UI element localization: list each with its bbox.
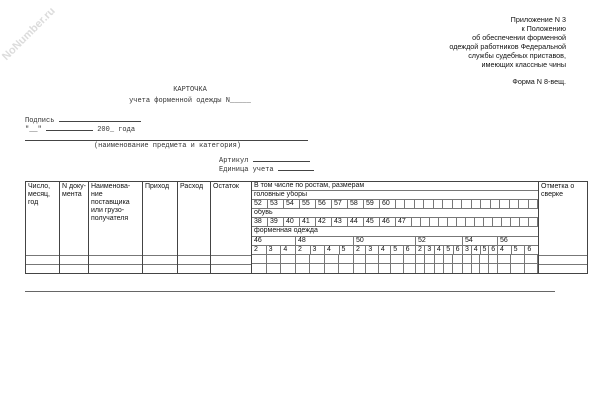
- empty-cell[interactable]: [412, 218, 421, 226]
- col-balance: Остаток: [213, 183, 239, 190]
- height-cell: 2: [296, 246, 311, 254]
- entry-cell[interactable]: [453, 264, 462, 273]
- uniform-size-group: [498, 237, 538, 254]
- col-date: Число, месяц, год: [28, 183, 51, 206]
- signature-field[interactable]: [59, 121, 141, 122]
- cell[interactable]: [539, 264, 587, 273]
- uniform-sizes: [252, 237, 538, 255]
- entry-cell[interactable]: [366, 255, 378, 263]
- height-cell: 5: [341, 245, 346, 253]
- cell[interactable]: [539, 255, 587, 264]
- empty-cell[interactable]: [493, 218, 502, 226]
- cell[interactable]: [211, 264, 251, 273]
- entry-cell[interactable]: [525, 255, 538, 263]
- appendix-line: одеждой работников Федеральной: [449, 42, 566, 51]
- col-supplier: Наименова-ние поставщика или грузо-получателя: [91, 183, 131, 222]
- height-cell: 4: [379, 246, 391, 254]
- appendix-line: Приложение N 3: [510, 15, 566, 24]
- entry-cell[interactable]: [472, 264, 481, 273]
- uniform-size-group: [296, 237, 354, 254]
- entry-cell[interactable]: [511, 264, 524, 273]
- size-cell: 38: [252, 218, 268, 226]
- entry-cell[interactable]: [480, 264, 489, 273]
- height-cell: 3: [267, 246, 282, 254]
- size-cell: 43: [332, 218, 348, 226]
- appendix-line: об обеспечении форменной: [472, 33, 566, 42]
- entry-cell[interactable]: [489, 264, 498, 273]
- size-cell: 41: [300, 218, 316, 226]
- entry-cell[interactable]: [498, 255, 511, 263]
- entry-cell[interactable]: [366, 264, 378, 273]
- entry-cell[interactable]: [416, 255, 425, 263]
- height-cell: 6: [491, 245, 496, 253]
- appendix-note: [366, 15, 566, 86]
- entry-cell[interactable]: [267, 264, 282, 273]
- height-cell: 2: [354, 246, 366, 254]
- entry-cell[interactable]: [252, 255, 267, 263]
- cell[interactable]: [178, 264, 210, 273]
- cell[interactable]: [26, 255, 59, 264]
- size-cell: 45: [364, 218, 380, 226]
- empty-cell[interactable]: [405, 200, 414, 208]
- size-cell: 47: [396, 218, 412, 226]
- bottom-rule: [25, 291, 555, 292]
- entry-cell[interactable]: [354, 264, 366, 273]
- uniform-size-group: [354, 237, 416, 254]
- height-cell: 5: [391, 246, 403, 254]
- col-check: Отметка о сверке: [541, 183, 575, 198]
- empty-cell[interactable]: [475, 218, 484, 226]
- entry-cell[interactable]: [425, 255, 434, 263]
- col-income: Приход: [145, 183, 170, 190]
- uniform-size-label: 54: [463, 237, 497, 246]
- hats-row: [252, 200, 538, 209]
- entry-cell[interactable]: [453, 255, 462, 263]
- empty-cell[interactable]: [481, 200, 490, 208]
- empty-cell[interactable]: [519, 200, 528, 208]
- date-day: "__": [25, 126, 42, 134]
- empty-cell[interactable]: [421, 218, 430, 226]
- entry-cell[interactable]: [425, 264, 434, 273]
- empty-cell[interactable]: [529, 218, 538, 226]
- card-title: КАРТОЧКА: [173, 86, 207, 94]
- entry-cell[interactable]: [463, 264, 472, 273]
- empty-cell[interactable]: [415, 200, 424, 208]
- uniform-size-label: 46: [252, 237, 295, 246]
- entry-cell[interactable]: [480, 255, 489, 263]
- size-cell: 60: [380, 200, 396, 208]
- empty-cell[interactable]: [520, 218, 529, 226]
- entry-cell[interactable]: [444, 264, 453, 273]
- shoes-label: обувь: [252, 209, 538, 218]
- height-cell: 6: [405, 245, 410, 253]
- entry-cell[interactable]: [296, 255, 311, 263]
- empty-cell[interactable]: [443, 200, 452, 208]
- entry-cell[interactable]: [281, 264, 296, 273]
- height-cell: 5: [444, 246, 453, 254]
- entry-cell[interactable]: [404, 264, 416, 273]
- height-cell: 6: [455, 245, 460, 253]
- entry-cell[interactable]: [310, 264, 325, 273]
- sizes-section: [252, 182, 539, 273]
- size-cell: 44: [348, 218, 364, 226]
- hats-label: головные уборы: [252, 191, 538, 200]
- entry-cell[interactable]: [252, 264, 267, 273]
- height-cell: 3: [463, 246, 472, 254]
- cell[interactable]: [60, 255, 88, 264]
- size-cell: 42: [316, 218, 332, 226]
- height-cell: 2: [252, 246, 267, 254]
- height-cell: 4: [283, 245, 288, 253]
- uniform-size-group: [463, 237, 498, 254]
- size-cell: 57: [332, 200, 348, 208]
- shoes-row: [252, 218, 538, 227]
- entry-cell[interactable]: [511, 255, 524, 263]
- entry-cell[interactable]: [296, 264, 311, 273]
- entry-cell[interactable]: [391, 255, 403, 263]
- size-cell: 55: [300, 200, 316, 208]
- uniform-size-group: [252, 237, 296, 254]
- empty-cell[interactable]: [434, 200, 443, 208]
- uniform-size-group: [416, 237, 463, 254]
- empty-cell[interactable]: [453, 200, 462, 208]
- entry-cell[interactable]: [404, 255, 416, 263]
- empty-cell[interactable]: [466, 218, 475, 226]
- cell[interactable]: [211, 255, 251, 264]
- empty-cell[interactable]: [424, 200, 433, 208]
- uniform-size-label: 48: [296, 237, 353, 246]
- entry-cell[interactable]: [444, 255, 453, 263]
- unit-field[interactable]: [278, 170, 314, 171]
- height-cell: 4: [435, 246, 444, 254]
- empty-cell[interactable]: [491, 200, 500, 208]
- appendix-line: службы судебных приставов,: [468, 51, 566, 60]
- empty-cell[interactable]: [511, 218, 520, 226]
- cell[interactable]: [60, 264, 88, 273]
- col-expense: Расход: [180, 183, 204, 190]
- entry-cell[interactable]: [435, 264, 444, 273]
- empty-cell[interactable]: [462, 200, 471, 208]
- size-cell: 53: [268, 200, 284, 208]
- appendix-line: к Положению: [521, 24, 566, 33]
- watermark: NoNumber.ru: [0, 5, 58, 63]
- entry-cell[interactable]: [391, 264, 403, 273]
- empty-cell[interactable]: [529, 200, 538, 208]
- entry-cell[interactable]: [267, 255, 282, 263]
- article-label: Артикул: [219, 157, 249, 165]
- article-field[interactable]: [253, 161, 310, 162]
- item-name-line[interactable]: [25, 140, 308, 141]
- date-year: 200_ года: [97, 126, 136, 134]
- entry-cell[interactable]: [379, 264, 391, 273]
- form-number: Форма N 8-вещ.: [512, 77, 566, 86]
- cell[interactable]: [89, 264, 142, 273]
- empty-cell[interactable]: [472, 200, 481, 208]
- entry-cell[interactable]: [339, 255, 354, 263]
- entry-cell[interactable]: [435, 255, 444, 263]
- accounting-table: [25, 181, 588, 274]
- appendix-line: имеющих классные чины: [481, 60, 566, 69]
- item-caption: (наименование предмета и категория): [93, 142, 242, 150]
- height-cell: 4: [498, 246, 512, 254]
- entry-cell[interactable]: [416, 264, 425, 273]
- uniform-label: форменная одежда: [252, 227, 538, 236]
- height-cell: 5: [481, 246, 490, 254]
- entry-cell[interactable]: [325, 255, 340, 263]
- height-cell: 5: [512, 246, 526, 254]
- size-cell: 46: [380, 218, 396, 226]
- height-cell: 4: [325, 246, 340, 254]
- empty-cell[interactable]: [510, 200, 519, 208]
- entry-cell[interactable]: [472, 255, 481, 263]
- data-row: [252, 264, 538, 273]
- empty-cell[interactable]: [430, 218, 439, 226]
- entry-cell[interactable]: [281, 255, 296, 263]
- unit-label: Единица учета: [219, 166, 274, 174]
- height-cell: 3: [366, 246, 378, 254]
- cell[interactable]: [143, 255, 177, 264]
- cell[interactable]: [178, 255, 210, 264]
- size-cell: 58: [348, 200, 364, 208]
- size-cell: 40: [284, 218, 300, 226]
- empty-cell[interactable]: [439, 218, 448, 226]
- cell[interactable]: [143, 264, 177, 273]
- size-cell: 59: [364, 200, 380, 208]
- col-doc: N доку-мента: [62, 183, 86, 198]
- uniform-size-label: 52: [416, 237, 462, 246]
- data-row: [252, 255, 538, 264]
- size-cell: 54: [284, 200, 300, 208]
- height-cell: 3: [311, 246, 326, 254]
- empty-cell[interactable]: [396, 200, 405, 208]
- sizes-header: В том числе по ростам, размерам: [252, 182, 538, 191]
- entry-cell[interactable]: [379, 255, 391, 263]
- entry-cell[interactable]: [310, 255, 325, 263]
- height-cell: 4: [472, 246, 481, 254]
- height-cell: 2: [416, 246, 425, 254]
- date-month-field[interactable]: [46, 130, 93, 131]
- empty-cell[interactable]: [484, 218, 493, 226]
- empty-cell[interactable]: [502, 218, 511, 226]
- entry-cell[interactable]: [498, 264, 511, 273]
- entry-cell[interactable]: [463, 255, 472, 263]
- empty-cell[interactable]: [457, 218, 466, 226]
- signature-label: Подпись: [25, 117, 55, 125]
- empty-cell[interactable]: [500, 200, 509, 208]
- height-cell: 6: [527, 245, 532, 253]
- cell[interactable]: [26, 264, 59, 273]
- entry-cell[interactable]: [525, 264, 538, 273]
- size-cell: 56: [316, 200, 332, 208]
- empty-cell[interactable]: [448, 218, 457, 226]
- height-cell: 3: [425, 246, 434, 254]
- size-cell: 39: [268, 218, 284, 226]
- cell[interactable]: [89, 255, 142, 264]
- card-subtitle: учета форменной одежды N_____: [129, 97, 251, 105]
- entry-cell[interactable]: [339, 264, 354, 273]
- size-cell: 52: [252, 200, 268, 208]
- entry-cell[interactable]: [354, 255, 366, 263]
- entry-cell[interactable]: [489, 255, 498, 263]
- uniform-size-label: 50: [354, 237, 415, 246]
- uniform-size-label: 56: [498, 237, 538, 246]
- entry-cell[interactable]: [325, 264, 340, 273]
